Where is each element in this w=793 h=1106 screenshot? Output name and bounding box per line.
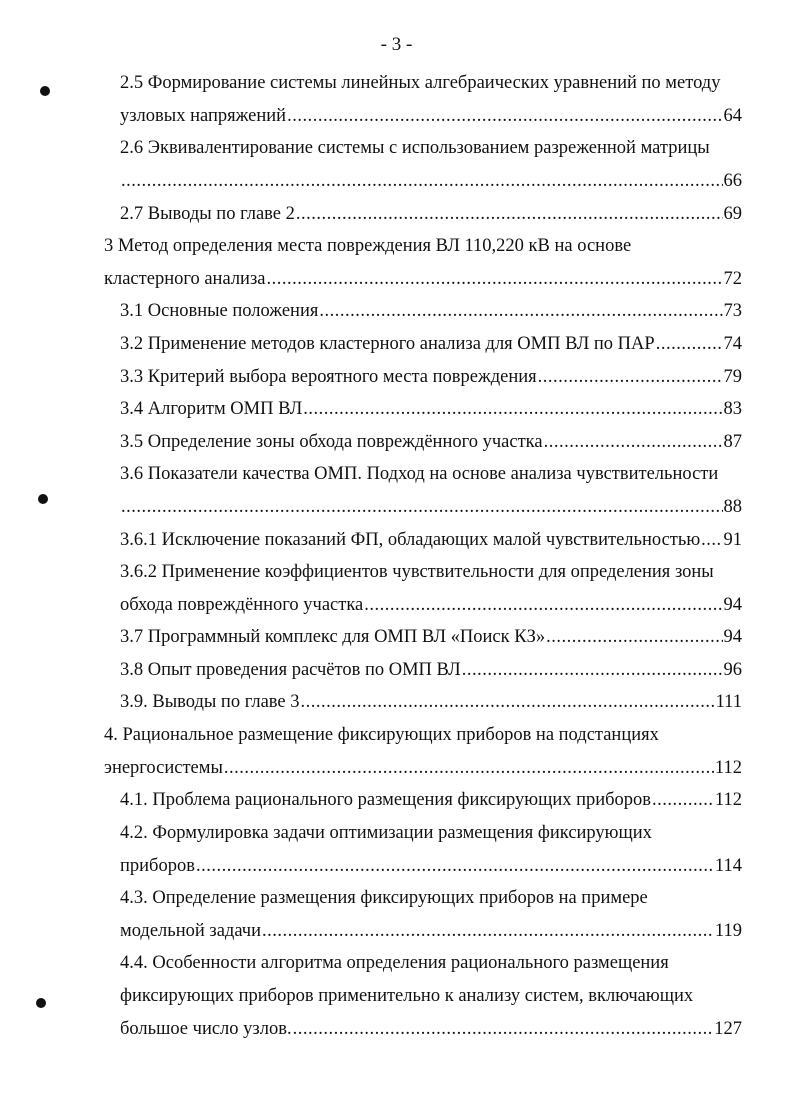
toc-entry[interactable]: [120, 594, 742, 616]
toc-entry[interactable]: [120, 496, 742, 518]
leader-dots: [656, 333, 723, 355]
toc-entry-line: 4.3. Определение размещения фиксирующих приборов на примере: [120, 888, 648, 908]
toc-entry-title: 4.1. Проблема рационального размещения фиксирующих приборов: [120, 790, 652, 810]
toc-entry[interactable]: [120, 170, 742, 192]
toc-entry[interactable]: [120, 920, 742, 942]
toc-entry-line: 4.2. Формулировка задачи оптимизации размещения фиксирующих: [120, 823, 652, 843]
leader-dots: [266, 268, 722, 290]
toc-entry-title: 3.5 Определение зоны обхода повреждённого участка: [120, 432, 543, 452]
toc-page-number: 72: [723, 269, 742, 289]
toc-entry-title: 3.2 Применение методов кластерного анализа для ОМП ВЛ по ПАР: [120, 334, 655, 354]
toc-entry[interactable]: [120, 529, 742, 551]
toc-entry-title: 3.1 Основные положения: [120, 301, 319, 321]
toc-entry-title: энергосистемы: [104, 758, 223, 778]
toc-entry[interactable]: [120, 203, 742, 225]
toc-entry-line: фиксирующих приборов применительно к анализу систем, включающих: [120, 986, 694, 1006]
toc-entry[interactable]: [120, 300, 742, 322]
toc-entry[interactable]: [120, 398, 742, 420]
toc-page-number: 83: [723, 399, 742, 419]
leader-dots: [303, 398, 722, 420]
toc-entry[interactable]: [120, 1018, 742, 1040]
leader-dots: [462, 659, 723, 681]
leader-dots: [538, 366, 723, 388]
toc-entry-title: 3.3 Критерий выбора вероятного места повреждения: [120, 367, 537, 387]
toc-page-number: 94: [723, 627, 742, 647]
punch-hole-dot: [38, 494, 48, 504]
toc-page-number: 114: [714, 856, 742, 876]
leader-dots: [364, 594, 722, 616]
leader-dots: [319, 300, 722, 322]
leader-dots: [224, 757, 714, 779]
toc-page-number: 66: [723, 171, 742, 191]
toc-entry-title: большое число узлов.: [120, 1019, 292, 1039]
leader-dots: [701, 529, 722, 551]
leader-dots: [296, 203, 723, 225]
toc-entry[interactable]: [120, 333, 742, 355]
leader-dots: [301, 691, 715, 713]
toc-entry-title: модельной задачи: [120, 921, 261, 941]
toc-entry-title: 3.8 Опыт проведения расчётов по ОМП ВЛ: [120, 660, 461, 680]
toc-entry-line: 4.4. Особенности алгоритма определения рационального размещения: [120, 953, 669, 973]
leader-dots: [544, 431, 723, 453]
toc-page-number: 111: [715, 692, 742, 712]
leader-dots: [293, 1018, 714, 1040]
toc-page-number: 112: [714, 790, 742, 810]
toc-page-number: 64: [723, 106, 742, 126]
leader-dots: [652, 789, 714, 811]
leader-dots: [196, 855, 714, 877]
toc-entry-line: 2.6 Эквивалентирование системы с использованием разреженной матрицы: [120, 138, 710, 158]
toc-page-number: 87: [723, 432, 742, 452]
toc-entry[interactable]: [104, 757, 742, 779]
toc-page-number: 91: [723, 530, 742, 550]
toc-page-number: 127: [714, 1019, 742, 1039]
toc-entry[interactable]: [120, 105, 742, 127]
toc-entry[interactable]: [120, 366, 742, 388]
toc-page-number: 112: [714, 758, 742, 778]
toc-page-number: 94: [723, 595, 742, 615]
toc-entry-title: узловых напряжений: [120, 106, 287, 126]
page-number: - 3 -: [380, 34, 413, 55]
toc-entry-title: 2.7 Выводы по главе 2: [120, 204, 295, 224]
toc-entry-title: приборов: [120, 856, 195, 876]
toc-page-number: 96: [723, 660, 742, 680]
toc-page-number: 79: [723, 367, 742, 387]
leader-dots: [121, 170, 723, 192]
punch-hole-dot: [36, 998, 46, 1008]
leader-dots: [121, 496, 723, 518]
toc-entry-line: 3 Метод определения места повреждения ВЛ 110,220 кВ на основе: [104, 236, 632, 256]
toc-entry[interactable]: [120, 855, 742, 877]
toc-entry-title: 3.4 Алгоритм ОМП ВЛ: [120, 399, 303, 419]
toc-page-number: 119: [714, 921, 742, 941]
toc-entry[interactable]: [120, 659, 742, 681]
toc-entry[interactable]: [120, 789, 742, 811]
toc-entry-title: 3.7 Программный комплекс для ОМП ВЛ «Поиск КЗ»: [120, 627, 546, 647]
punch-hole-dot: [40, 86, 50, 96]
toc-entry[interactable]: [120, 691, 742, 713]
leader-dots: [262, 920, 714, 942]
toc-entry-line: 3.6 Показатели качества ОМП. Подход на основе анализа чувствительности: [120, 464, 719, 484]
toc-page-number: 69: [723, 204, 742, 224]
toc-entry-line: 2.5 Формирование системы линейных алгебраических уравнений по методу: [120, 73, 721, 93]
toc-page-number: 73: [723, 301, 742, 321]
toc-entry-line: 4. Рациональное размещение фиксирующих приборов на подстанциях: [104, 725, 659, 745]
toc-entry-title: 3.6.1 Исключение показаний ФП, обладающих малой чувствительностью: [120, 530, 701, 550]
toc-entry-title: 3.9. Выводы по главе 3: [120, 692, 300, 712]
toc-page-number: 74: [723, 334, 742, 354]
leader-dots: [287, 105, 722, 127]
toc-entry[interactable]: [104, 268, 742, 290]
toc-entry[interactable]: [120, 626, 742, 648]
toc-page-number: 88: [723, 497, 742, 517]
toc-entry-title: обхода повреждённого участка: [120, 595, 364, 615]
toc-entry-title: кластерного анализа: [104, 269, 266, 289]
toc-entry-line: 3.6.2 Применение коэффициентов чувствительности для определения зоны: [120, 562, 714, 582]
toc-entry[interactable]: [120, 431, 742, 453]
leader-dots: [546, 626, 722, 648]
